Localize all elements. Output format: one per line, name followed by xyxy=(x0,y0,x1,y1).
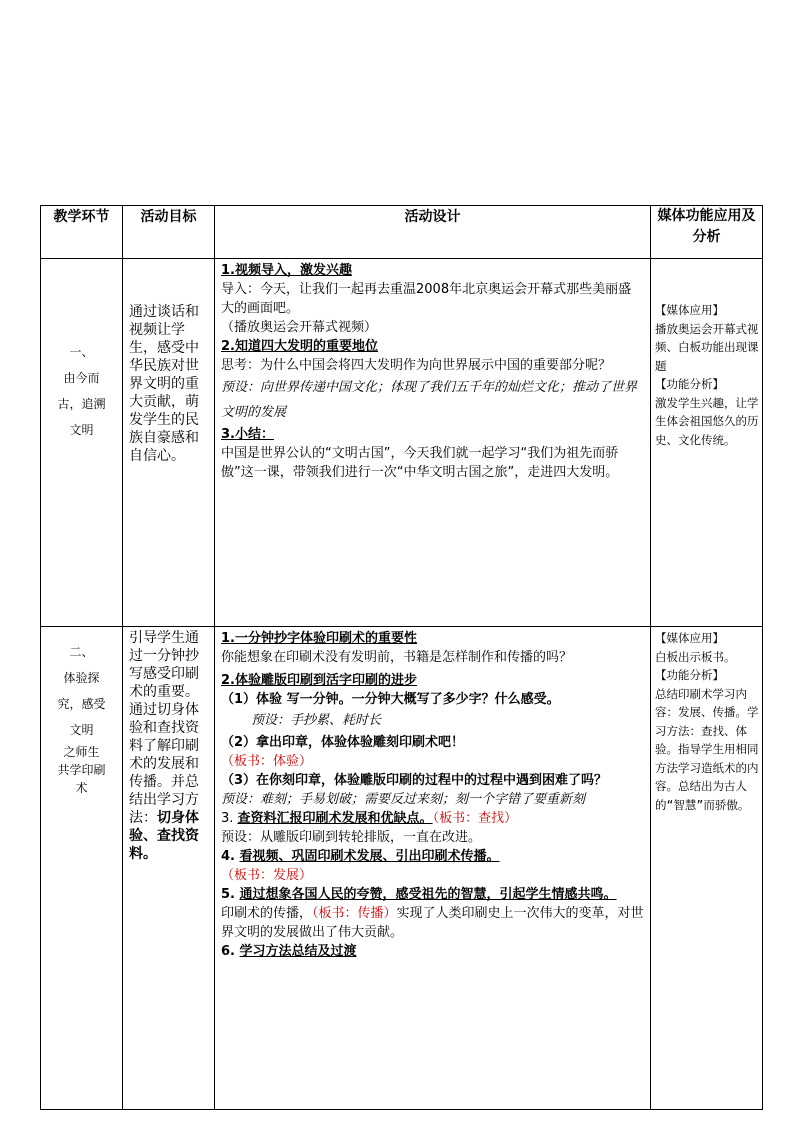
media-label: 【媒体应用】 xyxy=(655,303,724,317)
header-row xyxy=(41,206,763,259)
lesson-table xyxy=(40,205,763,1110)
stage-line: 究，感受 xyxy=(57,697,106,711)
design-text: 你能想象在印刷术没有发明前，书籍是怎样制作和传播的吗？ xyxy=(221,650,573,665)
media-label: 【功能分析】 xyxy=(655,377,724,391)
board-note: （板书：发展） xyxy=(221,868,313,883)
table-row xyxy=(41,259,763,627)
step-heading: 2.知道四大发明的重要地位 xyxy=(221,339,378,354)
stage-line: 一、 xyxy=(69,345,94,359)
board-note: （板书：传播） xyxy=(312,906,397,921)
step-heading: 看视频、巩固印刷术发展、引出印刷术传播。 xyxy=(239,849,500,864)
design-text: （播放奥运会开幕式视频） xyxy=(221,320,378,335)
design-text: 印刷术的传播， xyxy=(221,906,313,921)
step-heading: 1.一分钟抄字体验印刷术的重要性 xyxy=(221,631,417,646)
stage-line: 二、 xyxy=(69,645,94,659)
board-note: （板书：查找） xyxy=(432,811,518,826)
design-text: 中国是世界公认的“文明古国”，今天我们就一起学习“我们为祖先而骄傲”这一课，带领我们进行一次“中华文明古国之旅”，走进四大发明。 xyxy=(221,446,619,480)
preset-text: 预设：手抄累、耗时长 xyxy=(251,713,382,728)
media-cell xyxy=(651,259,763,627)
step-heading: 2.体验雕版印刷到活字印刷的进步 xyxy=(221,673,417,688)
step-heading: 学习方法总结及过渡 xyxy=(239,944,357,959)
media-label: 【功能分析】 xyxy=(655,668,724,682)
media-label: 【媒体应用】 xyxy=(655,631,724,645)
design-text: 导入：今天，让我们一起再去重温2008年北京奥运会开幕式那些美丽盛大的画面吧。 xyxy=(221,282,632,316)
media-cell xyxy=(651,627,763,1110)
design-cell xyxy=(215,627,651,1110)
header-design: 活动设计 xyxy=(215,206,651,259)
step-number: 5. xyxy=(221,887,235,902)
board-note: （板书：体验） xyxy=(221,754,313,769)
step-number: 4. xyxy=(221,849,235,864)
media-text: 播放奥运会开幕式视频、白板功能出现课题 xyxy=(655,321,759,373)
design-text: （1）体验 写一分钟。一分钟大概写了多少字？什么感受。 xyxy=(221,692,560,707)
stage-line: 古，追溯 xyxy=(57,397,106,411)
design-text: 预设：从雕版印刷到转轮排版，一直在改进。 xyxy=(221,830,482,845)
step-heading: 3.小结： xyxy=(221,427,274,442)
step-number: 6. xyxy=(221,944,235,959)
stage-line: 文明 xyxy=(69,423,94,437)
stage-line: 体验探 xyxy=(63,671,100,685)
table-row xyxy=(41,627,763,1110)
preset-text: 预设：向世界传递中国文化；体现了我们五千年的灿烂文化；推动了世界文明的发展 xyxy=(221,380,638,420)
stage-line: 共学印刷 xyxy=(57,763,106,777)
stage-cell xyxy=(41,627,123,1110)
goal-cell xyxy=(123,259,215,627)
step-heading: 1.视频导入，激发兴趣 xyxy=(221,263,352,278)
media-text: 总结印刷术学习内容：发展、传播。学习方法：查找、体验。指导学生用相同方法学习造纸术的内容。总结出为古人的“智慧”而骄傲。 xyxy=(655,686,759,812)
design-text: （2）拿出印章，体验体验雕刻印刷术吧！ xyxy=(221,735,465,750)
step-heading: 查资料汇报印刷术发展和优缺点。 xyxy=(237,811,433,826)
header-goal: 活动目标 xyxy=(123,206,215,259)
goal-text: 通过谈话和视频让学生，感受中华民族对世界文明的重大贡献，萌发学生的民族自豪感和自信心。 xyxy=(129,304,199,464)
stage-line: 由今而 xyxy=(63,371,100,385)
media-text: 激发学生兴趣，让学生体会祖国悠久的历史、文化传统。 xyxy=(655,395,759,447)
goal-text: 引导学生通过一分钟抄写感受印刷术的重要。通过切身体验和查找资料了解印刷术的发展和传播。并总结出学习方法： xyxy=(129,630,199,826)
design-text: 实现了人类印刷史上一次伟大的变革，对世界文明的发展做出了伟大贡献。 xyxy=(221,906,644,940)
design-cell xyxy=(215,259,651,627)
header-media: 媒体功能应用及分析 xyxy=(651,206,763,259)
media-text: 白板出示板书。 xyxy=(655,649,736,664)
goal-method: 切身体验、查找资料。 xyxy=(129,810,199,862)
stage-line: 之师生 xyxy=(63,745,100,759)
goal-cell xyxy=(123,627,215,1110)
design-text: （3）在你刻印章，体验雕版印刷的过程中的过程中遇到困难了吗？ xyxy=(221,773,608,788)
design-text: 思考：为什么中国会将四大发明作为向世界展示中国的重要部分呢？ xyxy=(221,358,612,373)
step-number: 3. xyxy=(221,811,234,826)
header-stage: 教学环节 xyxy=(41,206,123,259)
preset-text: 预设：难刻；手易划破；需要反过来刻；刻一个字错了要重新刻 xyxy=(221,792,586,807)
stage-cell xyxy=(41,259,123,627)
step-heading: 通过想象各国人民的夸赞，感受祖先的智慧，引起学生情感共鸣。 xyxy=(239,887,617,902)
stage-line: 文明 xyxy=(69,723,94,737)
stage-line: 术 xyxy=(75,781,88,795)
